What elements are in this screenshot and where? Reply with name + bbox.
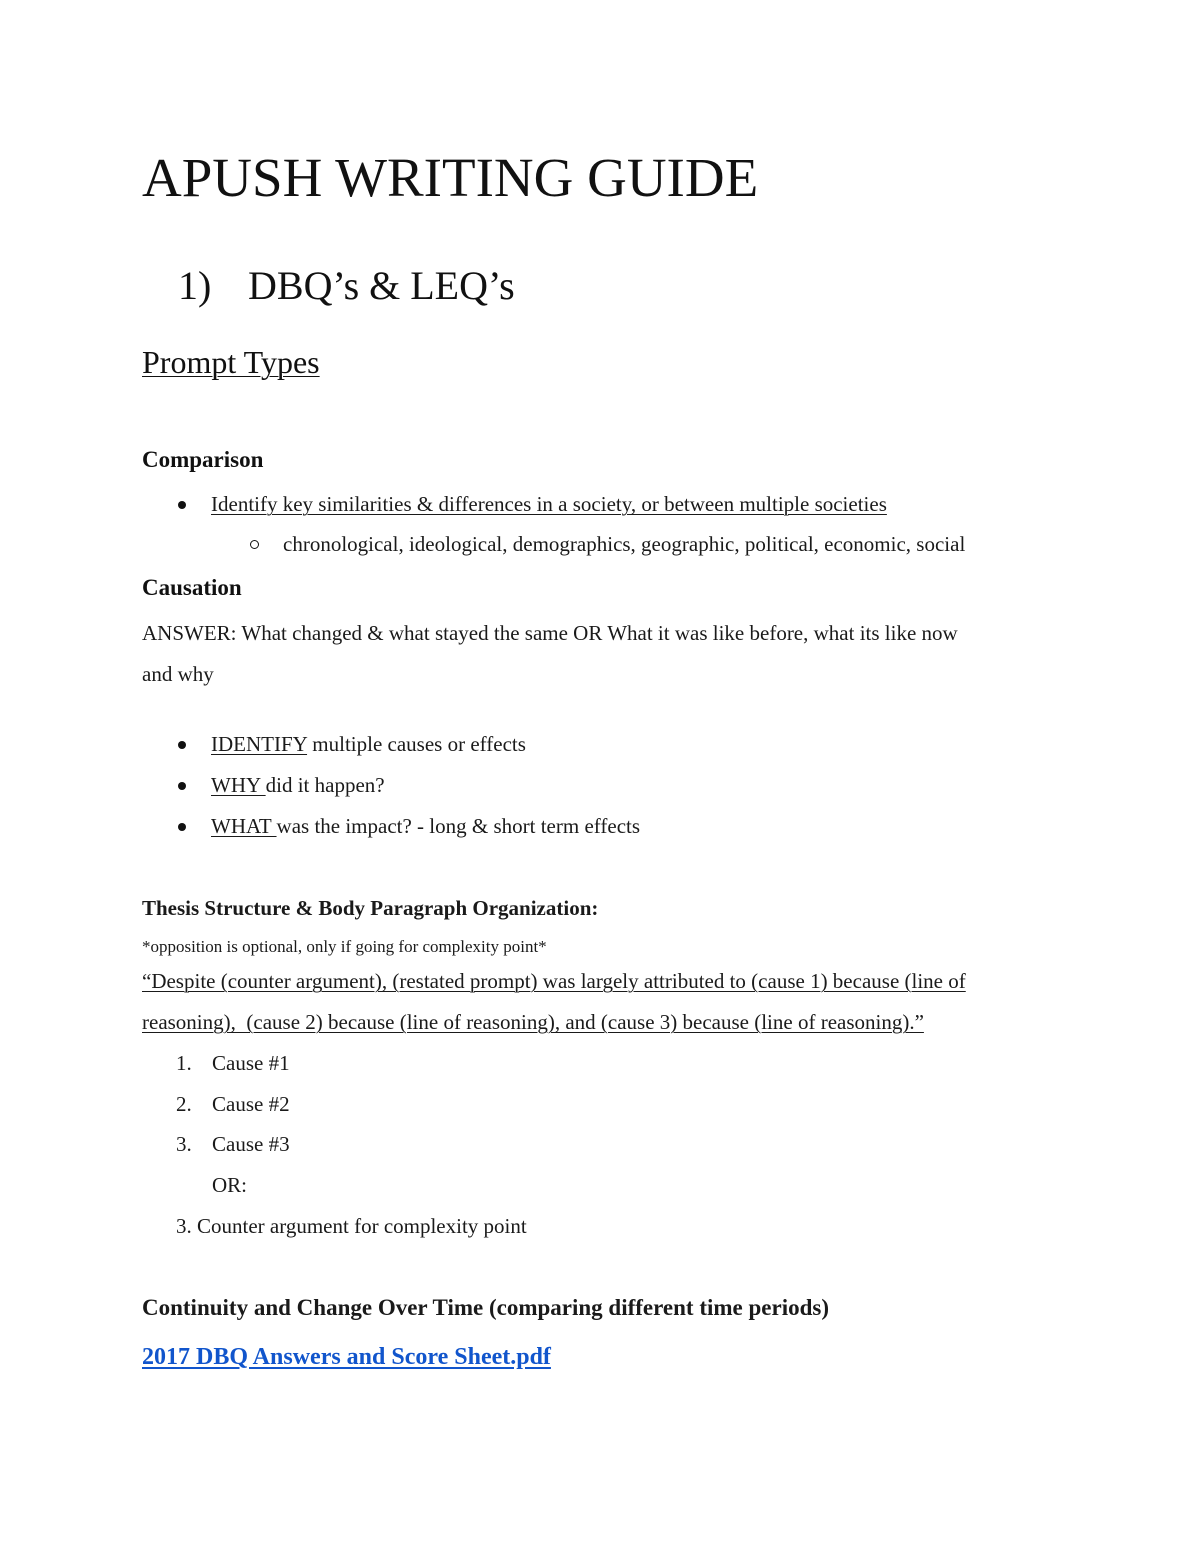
bullet-dot [178,501,186,509]
comparison-heading: Comparison [142,447,264,472]
causation-bullet-what [211,811,640,841]
prompt-types-heading: Prompt Types [142,344,320,380]
list-number: 1. [176,1051,192,1075]
section-label: DBQ’s & LEQ’s [248,263,515,308]
list-number: 2. [176,1092,192,1116]
bullet-keyword: IDENTIFY [211,732,308,756]
causation-answer-line1: ANSWER: What changed & what stayed the same OR What it was like before, what its like now [142,621,958,645]
bullet-dot [178,782,186,790]
bullet-text: multiple causes or effects [307,732,526,756]
comparison-bullet: Identify key similarities & differences in a society, or between multiple societies [211,492,887,516]
list-item-cause-3: Cause #3 [212,1132,290,1156]
bullet-text: was the impact? - long & short term effects [276,814,641,838]
thesis-quote-line2: reasoning), (cause 2) because (line of reasoning), and (cause 3) because (line of reasoning).” [142,1010,924,1034]
comparison-sub-bullet: chronological, ideological, demographics, geographic, political, economic, social [283,532,966,556]
bullet-keyword: WHY [211,773,266,797]
causation-answer-line2: and why [142,662,214,686]
section-number: 1) [178,263,212,308]
list-item-counter-argument: 3. Counter argument for complexity point [176,1214,527,1238]
bullet-dot [178,823,186,831]
thesis-heading: Thesis Structure & Body Paragraph Organization: [142,896,599,920]
causation-bullet-why [211,770,385,800]
thesis-note: *opposition is optional, only if going for complexity point* [142,937,547,956]
score-sheet-link[interactable]: 2017 DBQ Answers and Score Sheet.pdf [142,1344,551,1370]
bullet-dot [178,741,186,749]
list-item-cause-1: Cause #1 [212,1051,290,1075]
list-item-cause-2: Cause #2 [212,1092,290,1116]
bullet-text: did it happen? [265,773,385,797]
causation-bullet-identify [211,729,526,759]
ccot-heading: Continuity and Change Over Time (comparing different time periods) [142,1295,830,1320]
list-number: 3. [176,1132,192,1156]
document-title: APUSH WRITING GUIDE [142,147,759,208]
bullet-keyword: WHAT [211,814,277,838]
thesis-quote-line1: “Despite (counter argument), (restated prompt) was largely attributed to (cause 1) because (line of [142,969,966,993]
sub-bullet-circle [250,540,259,549]
or-label: OR: [212,1173,248,1197]
causation-heading: Causation [142,575,242,600]
section-heading [142,258,515,314]
